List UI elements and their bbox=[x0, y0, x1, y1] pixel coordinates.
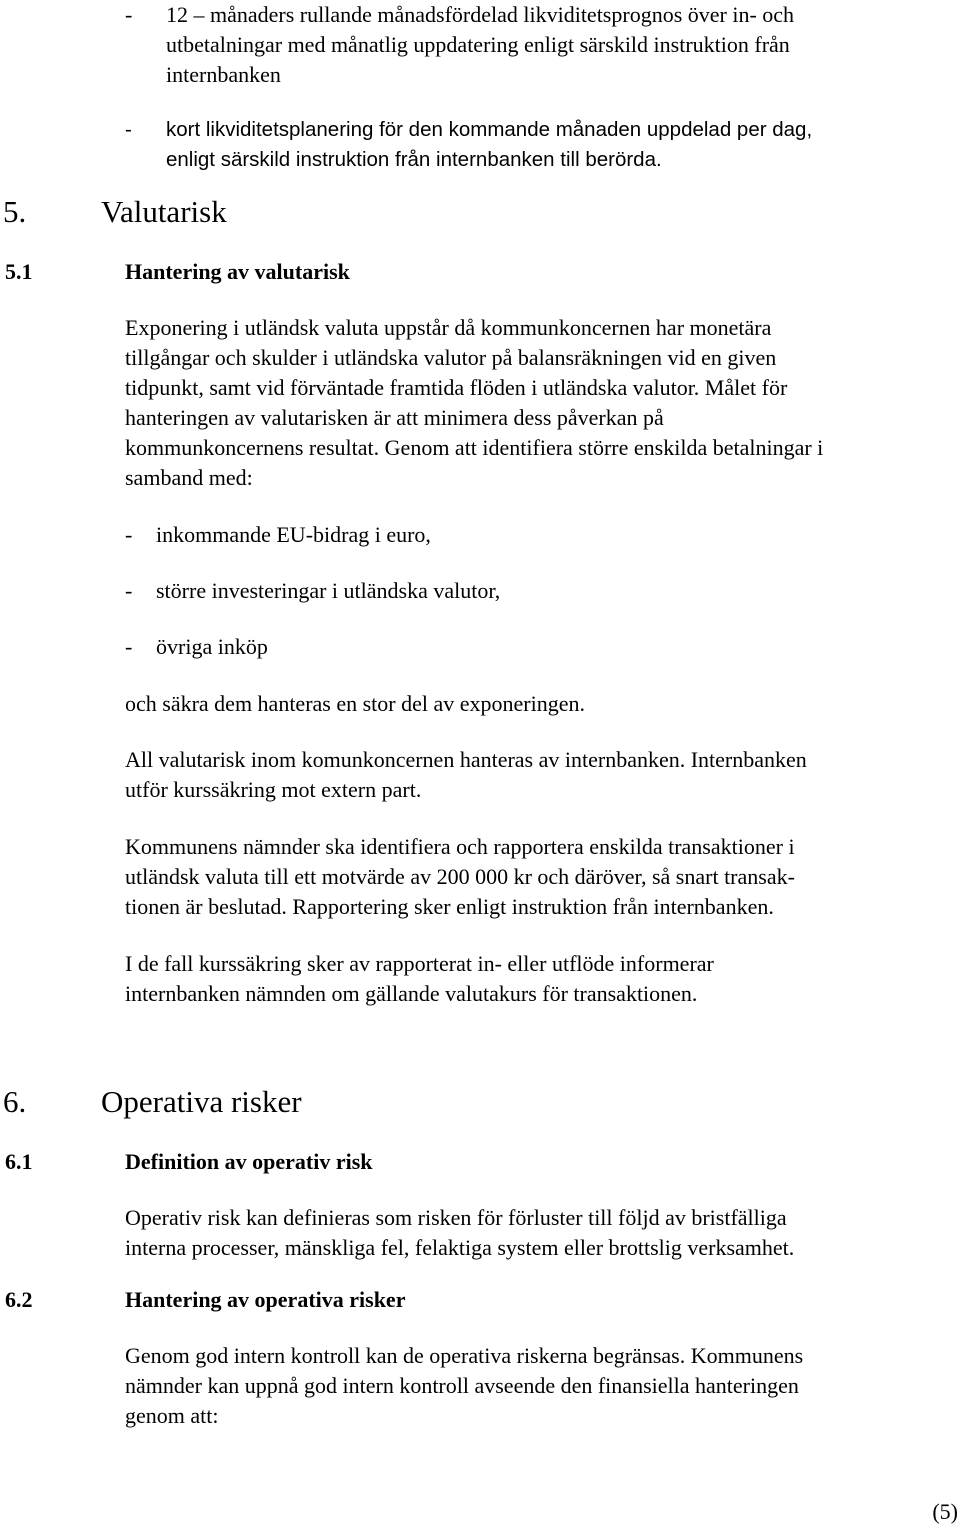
subsection-title: Hantering av valutarisk bbox=[125, 259, 350, 284]
section-number: 5. bbox=[3, 194, 27, 229]
list-dash: - bbox=[125, 118, 132, 141]
list-item-line: utbetalningar med månatlig uppdatering enligt särskild instruktion från bbox=[166, 32, 790, 57]
list-dash: - bbox=[125, 634, 133, 659]
paragraph-line: All valutarisk inom komunkoncernen hanteras av internbanken. Internbanken bbox=[125, 747, 807, 772]
paragraph-line: tidpunkt, samt vid förväntade framtida flöden i utländska valutor. Målet för bbox=[125, 375, 788, 400]
subsection-title: Hantering av operativa risker bbox=[125, 1287, 406, 1312]
paragraph-line: genom att: bbox=[125, 1403, 219, 1428]
list-dash: - bbox=[125, 2, 133, 27]
paragraph-line: utför kurssäkring mot extern part. bbox=[125, 777, 422, 802]
page-number: (5) bbox=[932, 1499, 958, 1524]
subsection-heading bbox=[0, 1147, 600, 1177]
paragraph-line: samband med: bbox=[125, 465, 253, 490]
subsection-number: 6.1 bbox=[5, 1149, 33, 1174]
paragraph-line: nämnder kan uppnå god intern kontroll avseende den finansiella hanteringen bbox=[125, 1373, 799, 1398]
list-item-line: enligt särskild instruktion från internbanken till berörda. bbox=[166, 148, 662, 171]
list-item-line: kort likviditetsplanering för den kommande månaden uppdelad per dag, bbox=[166, 118, 813, 141]
list-item bbox=[125, 520, 625, 551]
section-heading bbox=[0, 1085, 500, 1119]
list-item-line: 12 – månaders rullande månadsfördelad likviditetsprognos över in- och bbox=[166, 2, 795, 27]
paragraph-line: Operativ risk kan definieras som risken för förluster till följd av bristfälliga bbox=[125, 1205, 787, 1230]
list-dash: - bbox=[125, 578, 133, 603]
paragraph-line: interna processer, mänskliga fel, felaktiga system eller brottslig verksamhet. bbox=[125, 1235, 795, 1260]
paragraph-line: Genom god intern kontroll kan de operativa riskerna begränsas. Kommunens bbox=[125, 1343, 804, 1368]
paragraph-line: utländsk valuta till ett motvärde av 200 000 kr och däröver, så snart transak- bbox=[125, 864, 795, 889]
section-heading bbox=[0, 195, 400, 229]
paragraph-line: internbanken nämnden om gällande valutakurs för transaktionen. bbox=[125, 981, 698, 1006]
paragraph-line: Kommunens nämnder ska identifiera och rapportera enskilda transaktioner i bbox=[125, 834, 795, 859]
paragraph-line: och säkra dem hanteras en stor del av exponeringen. bbox=[125, 691, 585, 716]
list-item bbox=[125, 576, 625, 607]
list-item bbox=[125, 632, 625, 663]
subsection-number: 5.1 bbox=[5, 259, 33, 284]
section-number: 6. bbox=[3, 1084, 27, 1119]
subsection-title: Definition av operativ risk bbox=[125, 1149, 373, 1174]
list-item-line: internbanken bbox=[166, 62, 281, 87]
subsection-heading bbox=[0, 257, 500, 287]
paragraph-line: I de fall kurssäkring sker av rapporterat in- eller utflöde informerar bbox=[125, 951, 714, 976]
list-dash: - bbox=[125, 522, 133, 547]
list-item-text: övriga inköp bbox=[156, 634, 268, 659]
subsection-number: 6.2 bbox=[5, 1287, 33, 1312]
paragraph-line: tillgångar och skulder i utländska valutor på balansräkningen vid en given bbox=[125, 345, 777, 370]
subsection-heading bbox=[0, 1285, 600, 1315]
section-title: Operativa risker bbox=[101, 1084, 302, 1119]
paragraph-line: hanteringen av valutarisken är att minimera dess påverkan på bbox=[125, 405, 664, 430]
list-item-text: inkommande EU-bidrag i euro, bbox=[156, 522, 431, 547]
paragraph-line: tionen är beslutad. Rapportering sker enligt instruktion från internbanken. bbox=[125, 894, 774, 919]
section-title: Valutarisk bbox=[101, 194, 227, 229]
paragraph-line: Exponering i utländsk valuta uppstår då kommunkoncernen har monetära bbox=[125, 315, 772, 340]
paragraph-line: kommunkoncernens resultat. Genom att identifiera större enskilda betalningar i bbox=[125, 435, 824, 460]
list-item-text: större investeringar i utländska valutor, bbox=[156, 578, 501, 603]
